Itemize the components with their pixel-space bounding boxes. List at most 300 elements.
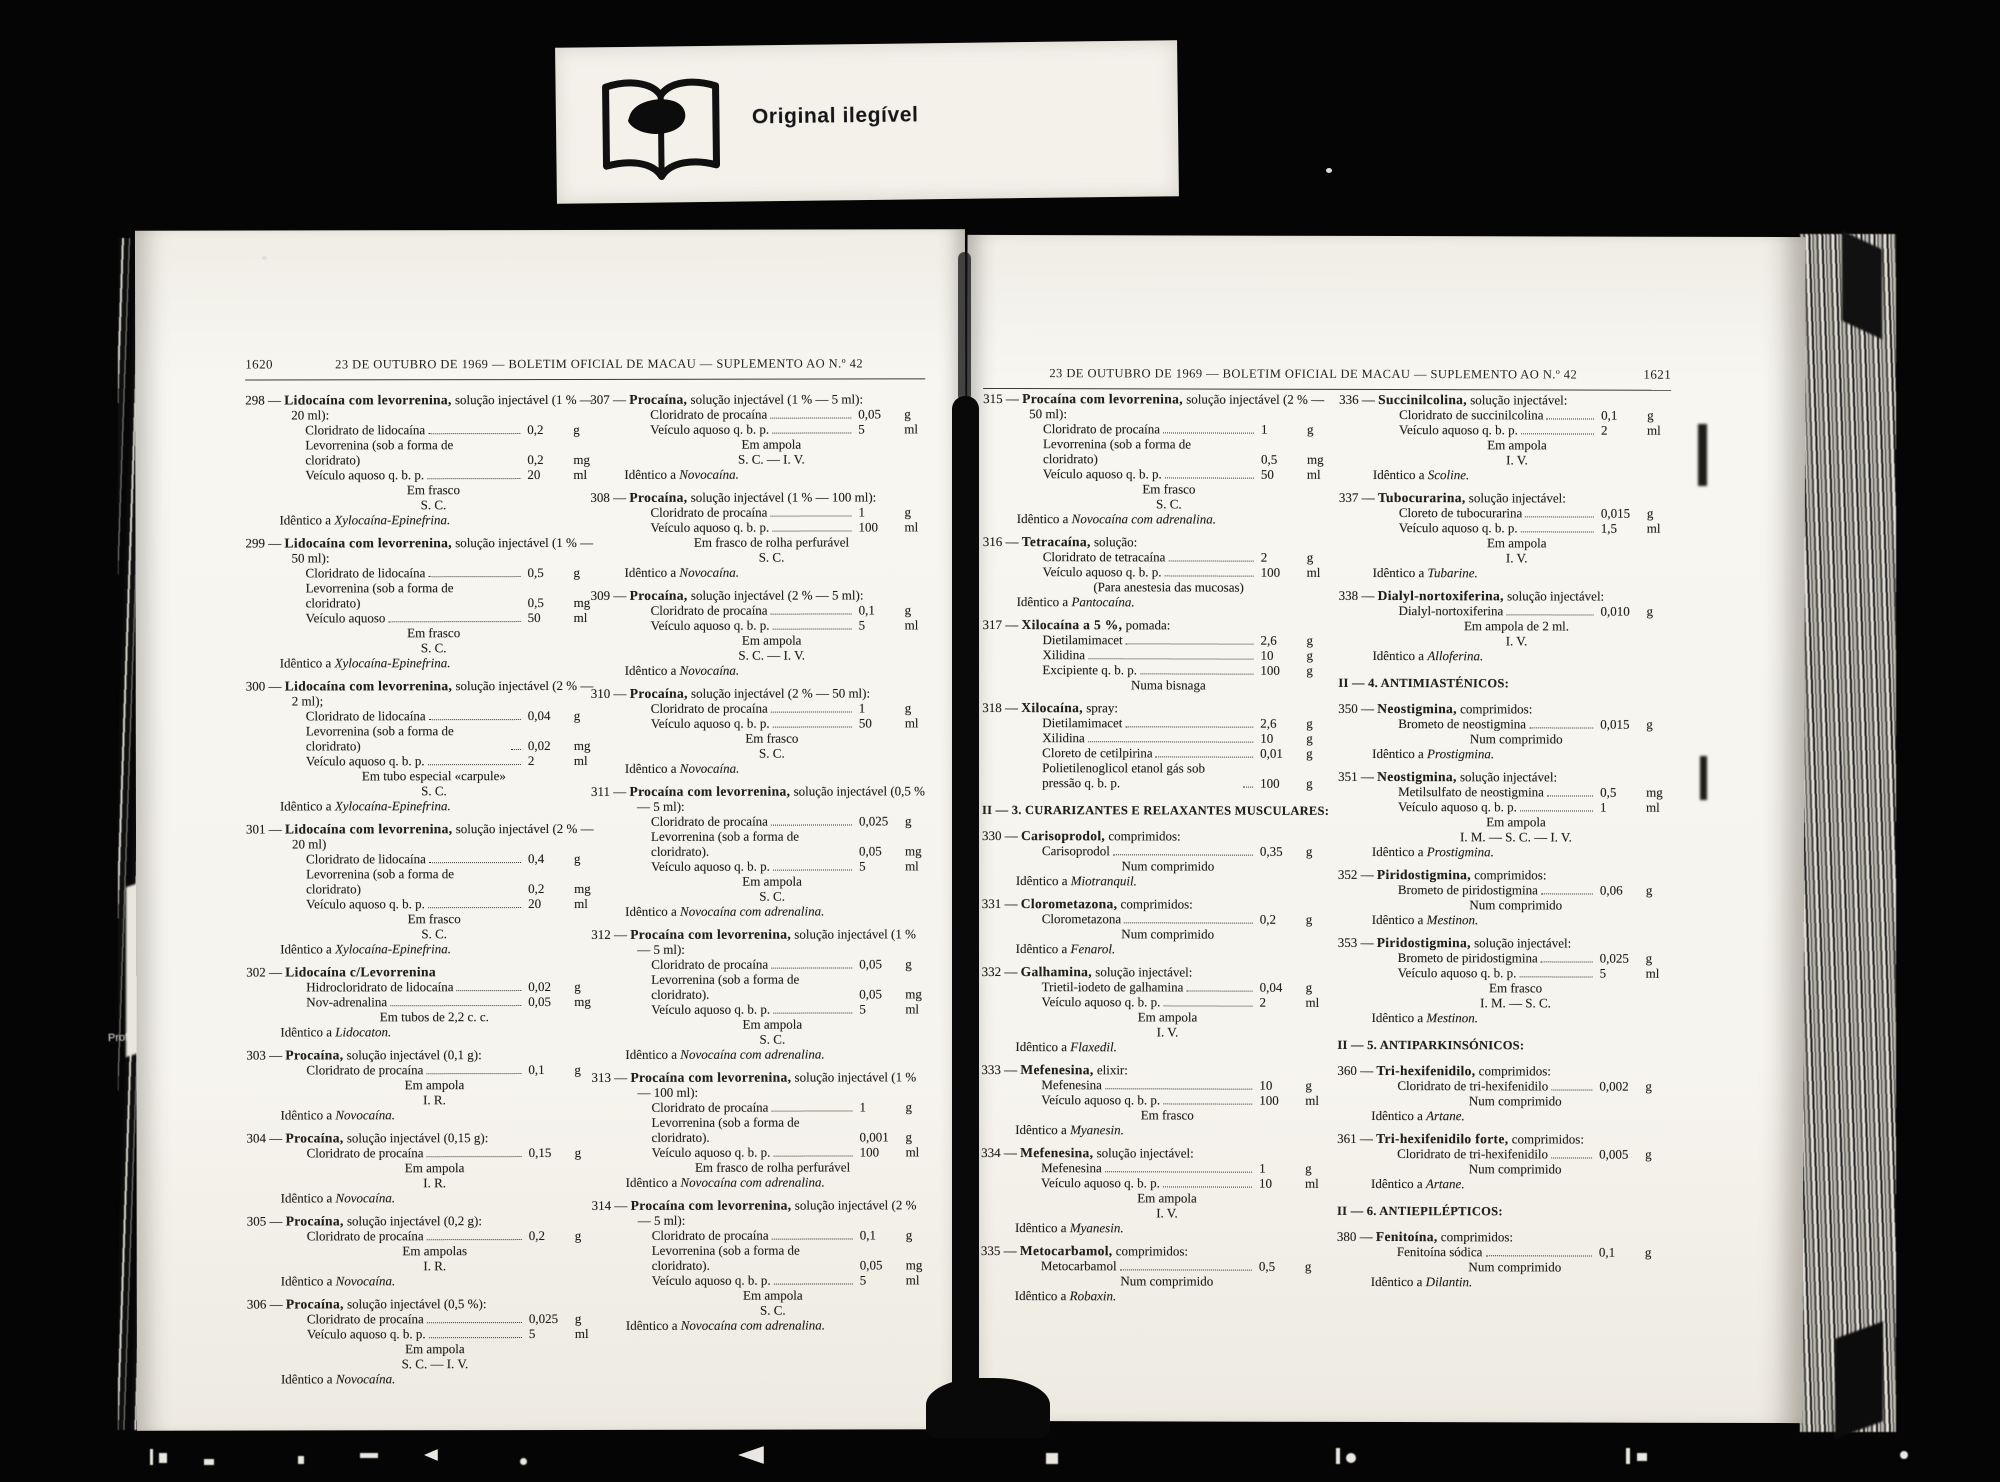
drug-entry [982, 700, 1330, 791]
film-mark [520, 1458, 527, 1465]
film-mark [1637, 1453, 1647, 1461]
packaging-line: Em ampola [1137, 1190, 1197, 1206]
ingredient-unit: ml [905, 1144, 920, 1160]
ingredient-unit: ml [1305, 994, 1320, 1010]
ingredient-row [307, 1326, 599, 1342]
ingredient-name: Cloridrato de procaína [306, 1311, 424, 1327]
ingredient-row [1041, 1175, 1329, 1191]
packaging-line: Em ampola [404, 1160, 465, 1176]
dot-leader [1163, 1186, 1252, 1187]
film-mark [738, 1446, 764, 1464]
packaging-line: Em ampola [1487, 437, 1547, 453]
dot-leader [1163, 1103, 1252, 1104]
ingredient-row [651, 1114, 929, 1144]
ingredient-name: Cloreto de cetilpirina [1042, 745, 1153, 761]
packaging-line: I. V. [1505, 633, 1528, 649]
identical-line: Idêntico a Novocaína com adrenalina. [625, 903, 825, 919]
packaging-line: Num comprimido [1121, 858, 1215, 874]
ingredient-unit: ml [573, 752, 588, 768]
ingredient-name: Veículo aquoso q. b. p. [650, 421, 770, 437]
brand-name: Xylocaína-Epinefrina. [335, 941, 451, 957]
ingredient-quantity: 20 [528, 896, 542, 912]
packaging-line: Em ampolas [402, 1243, 468, 1259]
ingredient-unit: g [574, 850, 581, 866]
ingredient-name: Levorrenina (sob a forma de cloridrato) [1042, 436, 1192, 467]
packaging-line: I. R. [423, 1092, 446, 1108]
entry-number: 310 — [590, 685, 630, 701]
entry-title [591, 926, 929, 957]
ingredient-unit: g [1306, 730, 1313, 746]
drug-entry [591, 926, 929, 1062]
ingredient-unit: ml [1306, 564, 1321, 580]
entry-number: 334 — [981, 1144, 1021, 1161]
identical-line: Idêntico a Novocaína. [280, 1107, 395, 1123]
film-mark [150, 1449, 153, 1465]
dot-leader [427, 1156, 522, 1157]
ingredient-unit: ml [904, 617, 919, 633]
packaging-line: S. C. [759, 1031, 786, 1047]
dot-leader [1243, 787, 1253, 788]
entry-title [590, 489, 928, 505]
entry-title [1338, 935, 1670, 951]
entry-number: 335 — [980, 1242, 1020, 1259]
ingredient-quantity: 100 [1259, 1092, 1279, 1108]
brand-name: Alloferina. [1427, 648, 1484, 664]
entry-drug-name: Procaína com levorrenina, [1022, 391, 1184, 407]
ingredient-name: Dialyl-nortoxiferina [1398, 603, 1504, 619]
packaging-line: S. C. — I. V. [401, 1356, 469, 1372]
brand-name: Novocaína. [335, 1371, 396, 1387]
brand-name: Novocaína. [679, 760, 740, 776]
dot-leader [773, 726, 852, 727]
film-mark [1626, 1448, 1630, 1464]
ingredient-quantity: 100 [859, 1144, 880, 1160]
dot-leader [773, 869, 852, 870]
entry-drug-name: Procaína, [285, 1296, 344, 1312]
entry-title [246, 678, 598, 709]
ingredient-quantity: 0,05 [858, 406, 882, 422]
brand-name: Prostigmina. [1426, 844, 1494, 860]
packaging-line: Em ampola [741, 436, 802, 452]
identical-line: Idêntico a Tubarine. [1372, 564, 1478, 581]
film-mark [298, 1456, 304, 1464]
ingredient-row [1042, 745, 1330, 761]
film-mark [1336, 1448, 1340, 1464]
ingredient-row [1042, 843, 1330, 859]
ingredient-name: Veículo aquoso q. b. p. [651, 1272, 771, 1288]
drug-entry [590, 391, 928, 482]
ingredient-quantity: 0,2 [528, 1228, 545, 1244]
ingredient-name: Mefenesina [1041, 1160, 1102, 1176]
dot-leader [1541, 893, 1593, 894]
film-mark [159, 1453, 167, 1463]
film-mark [360, 1453, 378, 1458]
section-heading: II — 4. ANTIMIASTÉNICOS: [1338, 675, 1510, 691]
packaging-line: Num comprimido [1468, 1259, 1562, 1275]
packaging-line: Num comprimido [1469, 731, 1563, 747]
dot-leader [771, 1110, 852, 1111]
entry-number: 318 — [982, 699, 1022, 716]
packaging-line: I. R. [423, 1258, 447, 1274]
ingredient-row [1398, 950, 1670, 966]
ingredient-row [306, 708, 598, 724]
dot-leader [390, 1005, 521, 1006]
gutter-shadow [958, 252, 971, 402]
dot-leader [1521, 433, 1594, 434]
ingredient-name: Dietilamimacet [1042, 715, 1123, 731]
ingredient-quantity: 1 [1600, 799, 1607, 815]
entry-title [246, 1047, 598, 1063]
brand-name: Miotranquil. [1070, 873, 1137, 889]
ingredient-name: Xilidina [1042, 730, 1085, 746]
dot-leader [1088, 658, 1253, 659]
packaging-line: Em frasco [1489, 980, 1543, 996]
brand-name: Mestinon. [1426, 1010, 1479, 1026]
ingredient-quantity: 5 [859, 1001, 866, 1017]
entry-description: elixir: [1093, 1062, 1128, 1078]
ingredient-row [306, 580, 598, 611]
ingredient-name: Cloridrato de procaína [306, 1228, 424, 1244]
ingredient-name: Veículo aquoso q. b. p. [1399, 422, 1518, 438]
entry-drug-name: Tri-hexifenidilo forte, [1376, 1130, 1509, 1147]
entry-drug-name: Lidocaína com levorrenina, [284, 821, 453, 837]
ingredient-unit: g [904, 406, 911, 422]
packaging-line: S. C. [421, 783, 447, 799]
brand-name: Pantocaína. [1071, 594, 1135, 610]
packaging-line: Em ampola [405, 1341, 465, 1357]
ingredient-name: Mefenesina [1041, 1077, 1102, 1093]
page-header [983, 365, 1671, 391]
drug-entry [982, 617, 1330, 693]
dot-leader [771, 613, 852, 614]
entry-description: solução injectável (1 % — 50 ml): [291, 534, 594, 566]
entry-drug-name: Neostigmina, [1377, 768, 1457, 785]
identical-line: Idêntico a Scoline. [1372, 466, 1470, 483]
ingredient-name: Trietil-iodeto de galhamina [1041, 979, 1184, 995]
ingredient-unit: g [573, 707, 581, 723]
ingredient-name: Polietilenoglicol etanol gás sob pressão q. b. p. [1042, 760, 1206, 791]
ingredient-row [1399, 505, 1671, 521]
entry-description: comprimidos: [1508, 1131, 1584, 1147]
entry-number: 304 — [246, 1130, 286, 1146]
entry-title [982, 700, 1330, 716]
identical-line: Idêntico a Novocaína. [624, 760, 740, 776]
dot-leader [1186, 990, 1252, 991]
ingredient-unit: g [905, 956, 912, 972]
ingredient-row [305, 467, 597, 483]
ingredient-row [1399, 603, 1671, 619]
ingredient-name: Veículo aquoso [305, 610, 386, 626]
entry-title [1337, 1229, 1669, 1245]
ingredient-quantity: 10 [1259, 1077, 1273, 1093]
left-edge-handwriting: Prof [107, 1031, 129, 1045]
entry-drug-name: Carisoprodol, [1020, 828, 1106, 844]
packaging-line: Em ampola [1486, 814, 1546, 830]
gutter-shadow [952, 396, 979, 1400]
drug-entry [246, 964, 598, 1040]
entry-number: 338 — [1338, 587, 1378, 603]
brand-name: Novocaína. [335, 1107, 395, 1123]
drug-entry [591, 685, 929, 776]
dot-leader [1140, 673, 1253, 674]
drug-entry [246, 678, 598, 814]
ingredient-unit: ml [1646, 520, 1661, 536]
ingredient-unit: g [1306, 647, 1313, 663]
dot-leader [773, 1012, 852, 1013]
ingredient-quantity: 2 [1601, 422, 1608, 438]
ingredient-quantity: 0,1 [858, 602, 875, 618]
ingredient-unit: g [1647, 407, 1654, 423]
entry-description: solução injectável: [1456, 769, 1558, 785]
ingredient-unit: g [1645, 882, 1653, 898]
ingredient-name: Carisoprodol [1041, 843, 1110, 859]
entry-number: 299 — [245, 535, 285, 551]
entry-description: comprimidos: [1475, 1063, 1551, 1079]
entry-number: 308 — [590, 489, 630, 505]
identical-line: Idêntico a Xylocaína-Epinefrina. [279, 798, 451, 814]
dot-leader [1165, 477, 1254, 478]
ingredient-quantity: 0,05 [859, 986, 883, 1002]
ingredient-name: Cloridrato de lidocaína [305, 565, 426, 581]
identical-line: Idêntico a Novocaína. [624, 564, 740, 580]
packaging-line: Em frasco [745, 730, 799, 746]
packaging-line: S. C. [759, 745, 785, 761]
ingredient-row [305, 437, 597, 468]
entry-title [245, 535, 597, 566]
ingredient-name: Veículo aquoso q. b. p. [651, 1001, 771, 1017]
identical-line: Idêntico a Myanesin. [1015, 1122, 1124, 1138]
entry-number: 316 — [982, 533, 1022, 550]
ingredient-quantity: 0,05 [528, 994, 552, 1010]
ingredient-unit: ml [574, 1325, 589, 1341]
ingredient-row [307, 1145, 599, 1161]
text-column [981, 391, 1331, 1312]
ingredient-unit: ml [905, 1272, 920, 1288]
ingredient-row [1398, 965, 1670, 981]
brand-name: Novocaína. [679, 466, 739, 482]
entry-drug-name: Procaína, [285, 1213, 344, 1229]
ingredient-quantity: 0,01 [1260, 745, 1283, 761]
packaging-line: I. V. [1156, 1205, 1178, 1221]
brand-name: Fenarol. [1070, 941, 1116, 957]
ingredient-quantity: 2 [1259, 994, 1267, 1010]
packaging-line: I. V. [1506, 452, 1528, 468]
dot-leader [428, 576, 520, 577]
ingredient-row [1398, 784, 1670, 800]
ingredient-quantity: 0,1 [859, 1227, 876, 1243]
ingredient-quantity: 0,002 [1599, 1078, 1629, 1094]
brand-name: Xylocaína-Epinefrina. [334, 512, 451, 528]
open-book-ink-blot-icon [585, 62, 737, 190]
entry-description: solução injectável (1 % — 5 ml): [637, 926, 916, 957]
brand-name: Artane. [1426, 1108, 1465, 1124]
section-heading: II — 6. ANTIEPILÉPTICOS: [1336, 1203, 1503, 1219]
ingredient-unit: mg [573, 594, 591, 610]
ingredient-name: Cloridrato de tetracaína [1042, 549, 1166, 565]
entry-drug-name: Procaína, [285, 1047, 344, 1063]
ingredient-name: Levorrenina (sob a forma de cloridrato). [650, 828, 800, 859]
brand-name: Dilantin. [1425, 1274, 1473, 1290]
dot-leader [1546, 418, 1594, 419]
entry-drug-name: Xilocaína a 5 %, [1021, 617, 1123, 633]
dot-leader [429, 719, 521, 720]
ingredient-quantity: 10 [1260, 730, 1274, 746]
ingredient-row [650, 421, 928, 436]
ingredient-unit: g [904, 813, 912, 829]
entry-title [983, 391, 1331, 422]
ingredient-row [306, 896, 598, 912]
ingredient-unit: ml [574, 895, 588, 911]
ingredient-name: Cloridrato de procaína [651, 1099, 769, 1115]
ingredient-unit: g [1646, 603, 1654, 619]
entry-drug-name: Mefenesina, [1020, 1145, 1094, 1161]
ingredient-quantity: 5 [859, 1272, 867, 1288]
ingredient-quantity: 0,2 [1259, 911, 1277, 927]
ingredient-name: Cloridrato de succinilcolina [1399, 407, 1544, 423]
ingredient-name: Veículo aquoso q. b. p. [306, 896, 425, 912]
brand-name: Novocaína. [679, 564, 740, 580]
ingredient-name: Veículo aquoso q. b. p. [1398, 799, 1517, 815]
packaging-line: Em ampola [1486, 535, 1547, 551]
dot-leader [1105, 1088, 1252, 1089]
packaging-line: Em ampola [742, 1016, 803, 1032]
drug-entry [1339, 490, 1671, 581]
entry-description: solução injectável (0,5 %): [343, 1296, 487, 1312]
dot-leader [1125, 726, 1253, 727]
dot-leader [772, 1238, 853, 1239]
ingredient-name: Cloridrato de lidocaína [305, 422, 426, 438]
packaging-line: S. C. [421, 926, 448, 942]
identical-line: Idêntico a Novocaína. [280, 1190, 396, 1206]
brand-name: Novocaína. [679, 662, 740, 678]
entry-description: comprimidos: [1471, 867, 1547, 883]
entry-drug-name: Galhamina, [1020, 964, 1093, 980]
ingredient-unit: ml [904, 519, 919, 535]
ingredient-quantity: 5 [858, 617, 866, 633]
dot-leader [771, 824, 852, 825]
packaging-line: Em ampola [743, 1287, 803, 1303]
entry-number: 350 — [1338, 700, 1378, 716]
entry-description: solução injectável (2 % — 50 ml): [687, 685, 871, 701]
entry-description: comprimidos: [1437, 1229, 1514, 1245]
dot-leader [770, 417, 851, 418]
ingredient-quantity: 0,35 [1259, 843, 1283, 859]
entry-description: solução injectável (0,5 % — 5 ml): [636, 783, 925, 814]
ingredient-row [306, 851, 598, 867]
dot-leader [429, 862, 521, 863]
drug-entry [1338, 588, 1670, 664]
ingredient-row [1041, 1077, 1329, 1093]
identical-line: Idêntico a Alloferina. [1372, 647, 1484, 664]
entry-title [592, 1197, 930, 1228]
ingredient-quantity: 10 [1259, 1175, 1273, 1191]
ingredient-row [1042, 979, 1330, 995]
ingredient-name: Veículo aquoso q. b. p. [1041, 994, 1161, 1010]
entry-title [591, 685, 929, 701]
ingredient-name: Cloridrato de procaína [650, 813, 768, 829]
packaging-line: Em frasco [407, 625, 461, 641]
ingredient-name: Levorrenina (sob a forma de cloridrato) [305, 580, 454, 611]
entry-title [982, 828, 1330, 844]
ingredient-row [651, 700, 929, 715]
packaging-line: Numa bisnaga [1130, 677, 1206, 693]
ingredient-quantity: 1 [859, 1099, 866, 1115]
dot-leader [1521, 531, 1594, 532]
identical-line: Idêntico a Prostigmina. [1372, 745, 1495, 762]
ingredient-name: Levorrenina (sob a forma de cloridrato). [651, 1242, 800, 1273]
ingredient-quantity: 0,05 [859, 843, 882, 859]
entry-number: 307 — [590, 391, 630, 407]
scanned-page-left [135, 229, 967, 1430]
entry-drug-name: Lidocaína c/Levorrenina [285, 964, 436, 980]
edge-tear [1842, 231, 1882, 340]
brand-name: Xylocaína-Epinefrina. [334, 798, 451, 814]
ingredient-unit: g [574, 1227, 582, 1243]
drug-entry [1338, 769, 1670, 860]
packaging-line: I. M. — S. C. [1480, 995, 1551, 1011]
drug-entry [983, 534, 1331, 610]
ingredient-unit: mg [573, 451, 590, 467]
entry-number: 313 — [591, 1069, 631, 1085]
packaging-line: Num comprimido [1468, 1161, 1562, 1177]
entry-title [247, 1296, 599, 1312]
entry-description: solução injectável: [1465, 490, 1566, 506]
right-page-stack-edge [1800, 234, 1896, 1432]
drug-entry [981, 1145, 1329, 1236]
film-mark [1346, 1453, 1356, 1463]
entry-number: 333 — [981, 1061, 1021, 1078]
ingredient-name: Veículo aquoso q. b. p. [1041, 1175, 1160, 1191]
drug-entry [1339, 392, 1671, 483]
ingredient-quantity: 0,5 [527, 565, 544, 581]
ingredient-unit: g [904, 700, 912, 716]
ingredient-name: Veículo aquoso q. b. p. [650, 617, 770, 633]
brand-name: Prostigmina. [1427, 746, 1495, 762]
ingredient-unit: g [1306, 662, 1313, 678]
ingredient-row [652, 1242, 930, 1272]
ingredient-row [651, 715, 929, 730]
entry-drug-name: Neostigmina, [1377, 700, 1457, 717]
ingredient-row [651, 1001, 929, 1016]
ingredient-row [651, 828, 929, 858]
entry-drug-name: Clorometazona, [1020, 896, 1118, 912]
dot-leader [1120, 1269, 1252, 1270]
ingredient-unit: g [905, 1099, 912, 1115]
entry-description: solução injectável: [1091, 964, 1193, 980]
page-header [245, 355, 925, 380]
dot-leader [1541, 961, 1593, 962]
ingredient-unit: g [1307, 421, 1314, 437]
entry-title [246, 964, 598, 980]
ingredient-unit: g [574, 978, 581, 994]
ingredient-name: Veículo aquoso q. b. p. [1398, 520, 1518, 536]
ingredient-quantity: 0,025 [1599, 950, 1629, 966]
ingredient-name: Clorometazona [1041, 911, 1122, 927]
entry-drug-name: Tetracaína, [1021, 534, 1091, 550]
ingredient-row [306, 565, 598, 581]
ingredient-name: Brometo de piridostigmina [1397, 950, 1538, 966]
ingredient-quantity: 5 [528, 1326, 536, 1342]
dot-leader [772, 432, 851, 433]
drug-entry [983, 391, 1331, 527]
entry-title [1338, 867, 1670, 883]
packaging-line: Em frasco de rolha perfurável [693, 534, 850, 550]
ingredient-quantity: 0,05 [859, 1257, 883, 1273]
entry-description: solução injectável (2 % — 2 ml); [291, 677, 594, 709]
stamp-label: Original ilegível [751, 103, 919, 129]
drug-entry [591, 587, 929, 678]
dot-leader [429, 1337, 522, 1338]
